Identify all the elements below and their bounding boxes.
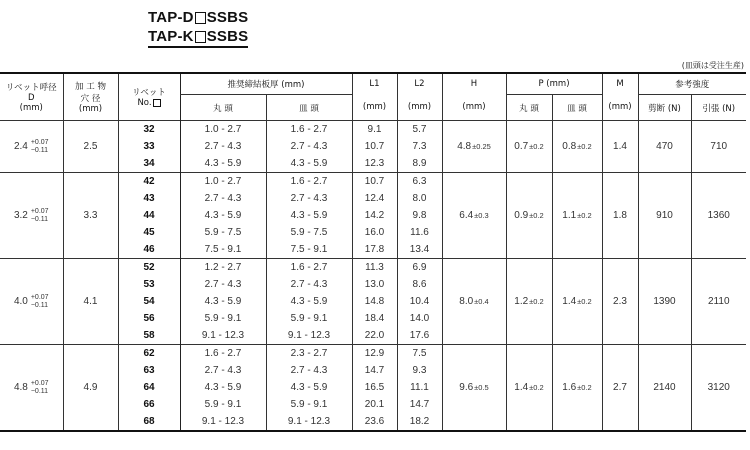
spec-body [0, 121, 746, 432]
header-m: M [602, 73, 638, 95]
grip-round-cell: 2.7 - 4.3 [180, 138, 266, 155]
grip-round-cell: 1.2 - 2.7 [180, 259, 266, 277]
nominal-diameter [14, 294, 49, 310]
header-hole: 加 工 物 穴 径 (mm) [63, 73, 118, 121]
p-round-cell [506, 345, 552, 432]
m-cell: 1.4 [602, 121, 638, 173]
header-p: P (mm) [506, 73, 602, 95]
grip-flat-cell: 2.7 - 4.3 [266, 276, 352, 293]
l2-cell: 17.6 [397, 327, 442, 345]
nominal-diameter-cell [0, 345, 63, 432]
hole-diameter-cell: 4.9 [63, 345, 118, 432]
rivet-no-cell: 34 [118, 155, 180, 173]
grip-flat-cell: 2.7 - 4.3 [266, 190, 352, 207]
h-cell-tolerance: ±0.4 [474, 297, 489, 306]
h-cell-tolerance: ±0.25 [472, 142, 491, 151]
p-round-cell-tolerance: ±0.2 [529, 211, 544, 220]
p-round-cell-tolerance: ±0.2 [529, 142, 544, 151]
l1-cell: 17.8 [352, 241, 397, 259]
l2-cell: 6.9 [397, 259, 442, 277]
nominal-diameter-cell [0, 121, 63, 173]
grip-round-cell: 4.3 - 5.9 [180, 155, 266, 173]
p-flat-cell-value: 1.1 [562, 210, 577, 221]
p-flat-cell-tolerance: ±0.2 [577, 211, 592, 220]
h-cell-value: 6.4 [459, 210, 474, 221]
p-flat-cell-tolerance: ±0.2 [577, 297, 592, 306]
nominal-diameter-value: 4.0 [13, 296, 28, 307]
l1-cell: 16.0 [352, 224, 397, 241]
tolerance-plus: +0.07 [30, 379, 49, 387]
l2-cell: 9.8 [397, 207, 442, 224]
hole-diameter-cell: 3.3 [63, 173, 118, 259]
l1-cell: 11.3 [352, 259, 397, 277]
h-cell-value: 9.6 [459, 382, 474, 393]
grip-flat-cell: 4.3 - 5.9 [266, 293, 352, 310]
grip-flat-cell: 1.6 - 2.7 [266, 121, 352, 139]
l1-cell: 18.4 [352, 310, 397, 327]
rivet-no-cell: 66 [118, 396, 180, 413]
header-l2: L2 [397, 73, 442, 95]
nominal-diameter-value: 3.2 [13, 210, 28, 221]
grip-flat-cell: 4.3 - 5.9 [266, 379, 352, 396]
title-d-prefix: TAP-D [148, 9, 194, 26]
rivet-no-cell: 56 [118, 310, 180, 327]
table-row [0, 345, 746, 363]
l1-cell: 12.3 [352, 155, 397, 173]
nominal-diameter [14, 380, 49, 396]
p-flat-cell [552, 345, 602, 432]
rivet-no-cell: 46 [118, 241, 180, 259]
rivet-no-cell: 63 [118, 362, 180, 379]
rivet-no-cell: 45 [118, 224, 180, 241]
l1-cell: 14.8 [352, 293, 397, 310]
grip-flat-cell: 9.1 - 12.3 [266, 327, 352, 345]
l1-cell: 20.1 [352, 396, 397, 413]
tolerance-minus: −0.11 [30, 146, 49, 154]
l1-cell: 13.0 [352, 276, 397, 293]
l2-cell: 8.0 [397, 190, 442, 207]
l1-cell: 12.9 [352, 345, 397, 363]
header-strength: 参考強度 [638, 73, 746, 95]
rivet-no-cell: 52 [118, 259, 180, 277]
nominal-diameter-value: 4.8 [13, 382, 28, 393]
h-cell [442, 259, 506, 345]
p-flat-cell-tolerance: ±0.2 [577, 142, 592, 151]
h-cell-value: 4.8 [457, 141, 472, 152]
p-round-cell [506, 259, 552, 345]
header-p-flat: 皿 頭 [552, 95, 602, 121]
l1-cell: 14.7 [352, 362, 397, 379]
rivet-no-cell: 42 [118, 173, 180, 191]
grip-round-cell: 5.9 - 9.1 [180, 396, 266, 413]
hole-diameter-cell: 2.5 [63, 121, 118, 173]
hole-diameter-cell: 4.1 [63, 259, 118, 345]
l2-cell: 6.3 [397, 173, 442, 191]
grip-round-cell: 1.0 - 2.7 [180, 173, 266, 191]
grip-flat-cell: 2.7 - 4.3 [266, 362, 352, 379]
placeholder-box-icon [195, 12, 206, 24]
rivet-no-cell: 62 [118, 345, 180, 363]
tensile-cell: 2110 [691, 259, 746, 345]
l2-cell: 18.2 [397, 413, 442, 431]
p-round-cell-tolerance: ±0.2 [529, 383, 544, 392]
l2-cell: 9.3 [397, 362, 442, 379]
grip-round-cell: 7.5 - 9.1 [180, 241, 266, 259]
l1-cell: 16.5 [352, 379, 397, 396]
header-p-round: 丸 頭 [506, 95, 552, 121]
rivet-no-cell: 68 [118, 413, 180, 431]
nominal-diameter-tolerance [31, 139, 49, 155]
nominal-diameter-cell [0, 259, 63, 345]
rivet-no-cell: 58 [118, 327, 180, 345]
nominal-diameter-tolerance [31, 380, 49, 396]
grip-round-cell: 1.0 - 2.7 [180, 121, 266, 139]
header-tensile: 引張 (N) [691, 95, 746, 121]
tolerance-plus: +0.07 [30, 138, 49, 146]
table-row [0, 259, 746, 277]
shear-cell: 1390 [638, 259, 691, 345]
rivet-no-cell: 32 [118, 121, 180, 139]
nominal-diameter-tolerance [31, 294, 49, 310]
p-flat-cell [552, 121, 602, 173]
grip-round-cell: 9.1 - 12.3 [180, 327, 266, 345]
p-round-cell [506, 173, 552, 259]
grip-flat-cell: 7.5 - 9.1 [266, 241, 352, 259]
l1-cell: 10.7 [352, 173, 397, 191]
grip-round-cell: 5.9 - 9.1 [180, 310, 266, 327]
tolerance-minus: −0.11 [30, 387, 49, 395]
grip-flat-cell: 4.3 - 5.9 [266, 207, 352, 224]
title-block [148, 8, 248, 48]
p-flat-cell-value: 1.4 [562, 296, 577, 307]
tolerance-plus: +0.07 [30, 293, 49, 301]
grip-flat-cell: 2.3 - 2.7 [266, 345, 352, 363]
title-d-suffix: SSBS [206, 9, 249, 26]
rivet-no-cell: 44 [118, 207, 180, 224]
grip-round-cell: 5.9 - 7.5 [180, 224, 266, 241]
p-round-cell-value: 0.7 [514, 141, 529, 152]
p-round-cell-value: 1.2 [514, 296, 529, 307]
h-cell-tolerance: ±0.5 [474, 383, 489, 392]
m-cell: 2.7 [602, 345, 638, 432]
grip-flat-cell: 4.3 - 5.9 [266, 155, 352, 173]
header-grip: 推奨締結板厚 (mm) [180, 73, 352, 95]
l1-cell: 10.7 [352, 138, 397, 155]
rivet-no-cell: 64 [118, 379, 180, 396]
made-to-order-note: (皿頭は受注生産) [681, 61, 744, 70]
p-flat-cell-tolerance: ±0.2 [577, 383, 592, 392]
nominal-diameter [14, 139, 49, 155]
l2-cell: 5.7 [397, 121, 442, 139]
header-h-unit: (mm) [442, 95, 506, 121]
table-row [0, 173, 746, 191]
tolerance-minus: −0.11 [30, 301, 49, 309]
l1-cell: 14.2 [352, 207, 397, 224]
l2-cell: 14.7 [397, 396, 442, 413]
grip-flat-cell: 9.1 - 12.3 [266, 413, 352, 431]
tensile-cell: 3120 [691, 345, 746, 432]
p-round-cell-value: 1.4 [514, 382, 529, 393]
rivet-no-cell: 53 [118, 276, 180, 293]
title-tap-d [148, 8, 248, 27]
l2-cell: 13.4 [397, 241, 442, 259]
p-flat-cell-value: 0.8 [562, 141, 577, 152]
l1-cell: 9.1 [352, 121, 397, 139]
table-row [0, 121, 746, 139]
rivet-no-cell: 54 [118, 293, 180, 310]
p-flat-cell-value: 1.6 [562, 382, 577, 393]
h-cell-tolerance: ±0.3 [474, 211, 489, 220]
p-round-cell-value: 0.9 [514, 210, 529, 221]
grip-round-cell: 1.6 - 2.7 [180, 345, 266, 363]
spec-table [0, 72, 746, 432]
tolerance-minus: −0.11 [30, 215, 49, 223]
header-grip-round: 丸 頭 [180, 95, 266, 121]
p-flat-cell [552, 259, 602, 345]
rivet-no-cell: 43 [118, 190, 180, 207]
p-round-cell-tolerance: ±0.2 [529, 297, 544, 306]
grip-round-cell: 2.7 - 4.3 [180, 362, 266, 379]
header-m-unit: (mm) [602, 95, 638, 121]
l1-cell: 23.6 [352, 413, 397, 431]
header-grip-flat: 皿 頭 [266, 95, 352, 121]
grip-round-cell: 2.7 - 4.3 [180, 190, 266, 207]
grip-round-cell: 9.1 - 12.3 [180, 413, 266, 431]
grip-flat-cell: 5.9 - 9.1 [266, 310, 352, 327]
grip-flat-cell: 5.9 - 7.5 [266, 224, 352, 241]
l1-cell: 22.0 [352, 327, 397, 345]
nominal-diameter-cell [0, 173, 63, 259]
p-flat-cell [552, 173, 602, 259]
nominal-diameter-tolerance [31, 208, 49, 224]
header-rivet-no: リベット No. [118, 73, 180, 121]
m-cell: 2.3 [602, 259, 638, 345]
h-cell [442, 173, 506, 259]
grip-round-cell: 4.3 - 5.9 [180, 207, 266, 224]
header-nominal: リベット呼径 D (mm) [0, 73, 63, 121]
tensile-cell: 710 [691, 121, 746, 173]
l1-cell: 12.4 [352, 190, 397, 207]
header-h: H [442, 73, 506, 95]
rivet-no-cell: 33 [118, 138, 180, 155]
tolerance-plus: +0.07 [30, 207, 49, 215]
nominal-diameter-value: 2.4 [13, 141, 28, 152]
nominal-diameter [14, 208, 49, 224]
l2-cell: 11.6 [397, 224, 442, 241]
l2-cell: 7.3 [397, 138, 442, 155]
p-round-cell [506, 121, 552, 173]
title-tap-k [148, 27, 248, 48]
l2-cell: 8.9 [397, 155, 442, 173]
m-cell: 1.8 [602, 173, 638, 259]
grip-flat-cell: 1.6 - 2.7 [266, 259, 352, 277]
title-k-prefix: TAP-K [148, 28, 194, 45]
l2-cell: 14.0 [397, 310, 442, 327]
shear-cell: 910 [638, 173, 691, 259]
grip-flat-cell: 5.9 - 9.1 [266, 396, 352, 413]
header-shear: 剪断 (N) [638, 95, 691, 121]
title-k-suffix: SSBS [206, 28, 249, 45]
grip-flat-cell: 2.7 - 4.3 [266, 138, 352, 155]
shear-cell: 470 [638, 121, 691, 173]
grip-flat-cell: 1.6 - 2.7 [266, 173, 352, 191]
grip-round-cell: 2.7 - 4.3 [180, 276, 266, 293]
l2-cell: 10.4 [397, 293, 442, 310]
grip-round-cell: 4.3 - 5.9 [180, 293, 266, 310]
l2-cell: 8.6 [397, 276, 442, 293]
h-cell [442, 121, 506, 173]
h-cell [442, 345, 506, 432]
shear-cell: 2140 [638, 345, 691, 432]
h-cell-value: 8.0 [459, 296, 474, 307]
placeholder-box-icon [153, 99, 161, 107]
tensile-cell: 1360 [691, 173, 746, 259]
header-l1-unit: (mm) [352, 95, 397, 121]
l2-cell: 7.5 [397, 345, 442, 363]
header-l2-unit: (mm) [397, 95, 442, 121]
placeholder-box-icon [195, 31, 206, 43]
l2-cell: 11.1 [397, 379, 442, 396]
grip-round-cell: 4.3 - 5.9 [180, 379, 266, 396]
header-l1: L1 [352, 73, 397, 95]
